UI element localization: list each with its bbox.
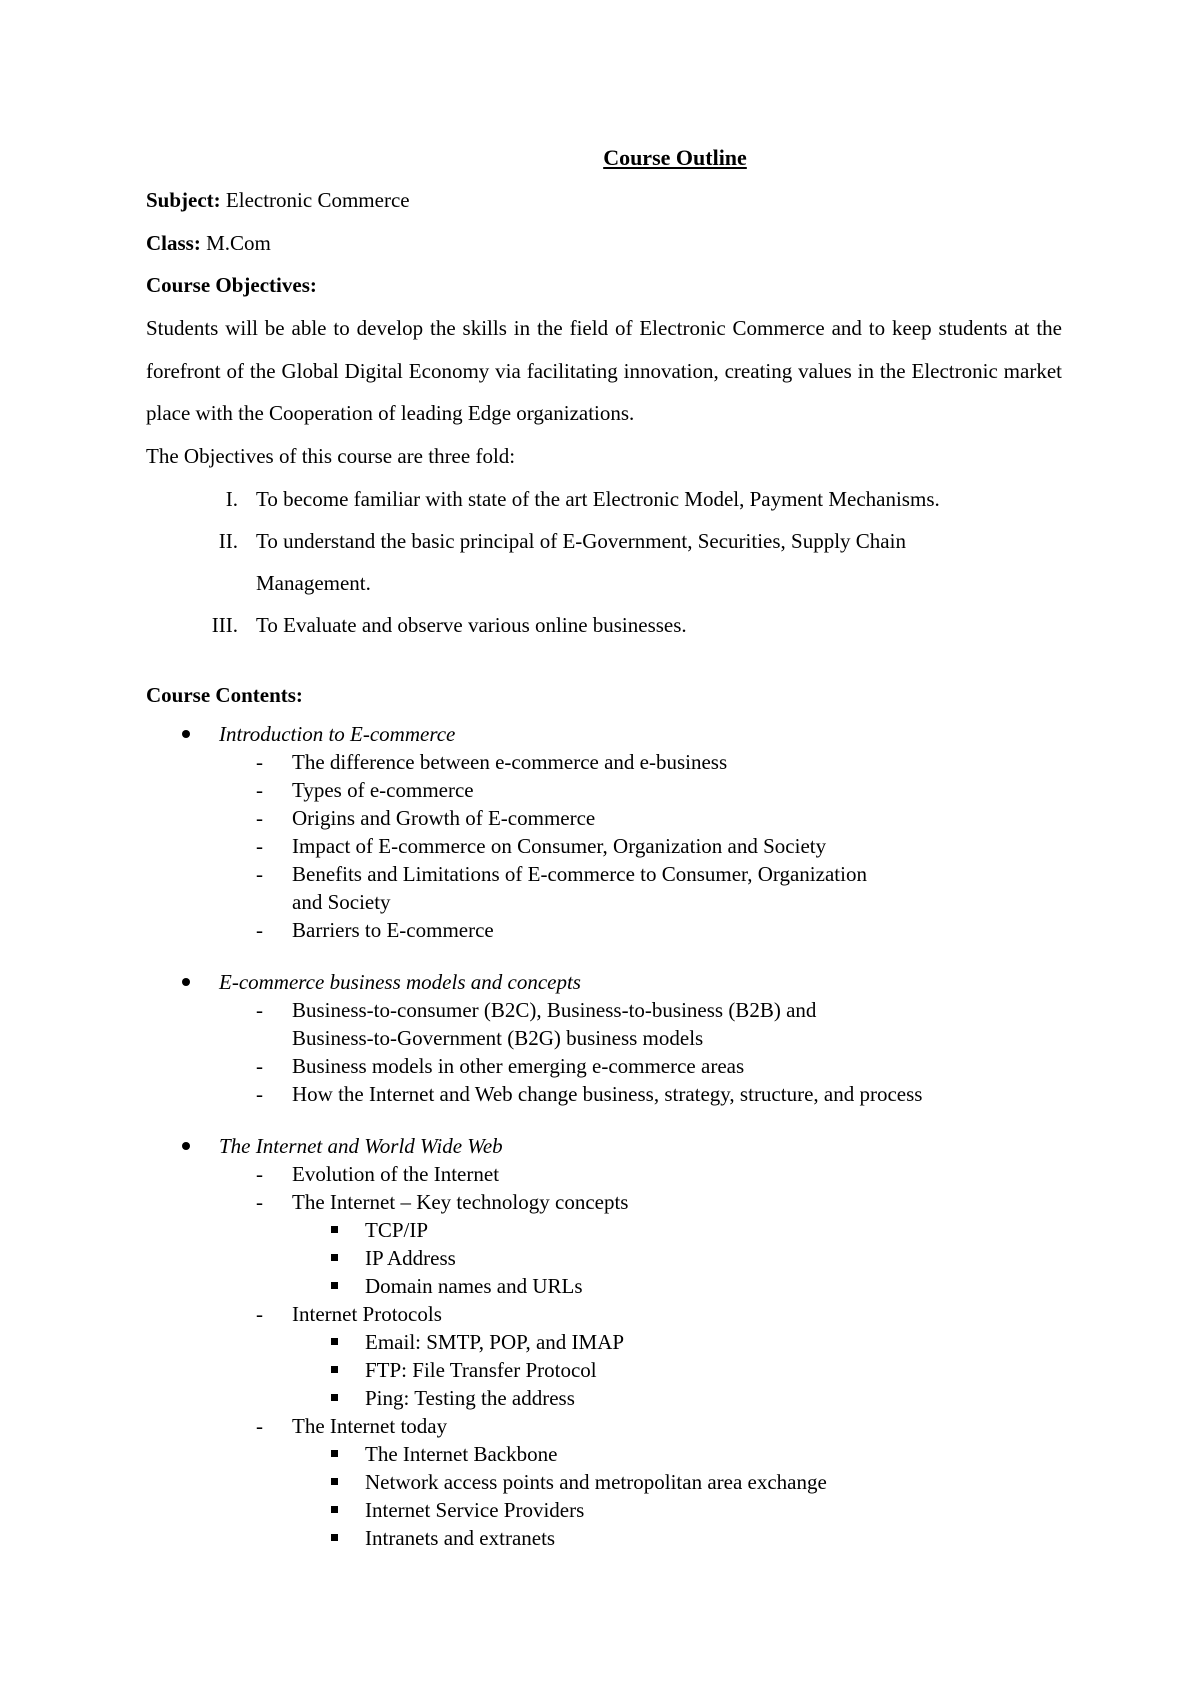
list-item: III. To Evaluate and observe various online businesses. xyxy=(211,613,687,637)
topic-item: The Internet and World Wide Web xyxy=(146,1132,1062,1160)
course-contents xyxy=(146,720,1062,1552)
square-bullet-icon xyxy=(331,1338,338,1345)
subject-value: Electronic Commerce xyxy=(225,188,410,212)
topic-item: E-commerce business models and concepts xyxy=(146,968,1062,996)
square-bullet-icon xyxy=(331,1534,338,1541)
list-item: - Types of e-commerce xyxy=(256,778,474,802)
list-item: Intranets and extranets xyxy=(146,1524,1062,1552)
bullet-icon xyxy=(182,1142,190,1150)
list-item: - Origins and Growth of E-commerce xyxy=(256,806,596,830)
list-item: Email: SMTP, POP, and IMAP xyxy=(146,1328,1062,1356)
list-item: Domain names and URLs xyxy=(146,1272,1062,1300)
objectives-list xyxy=(146,478,1062,646)
list-item: I. To become familiar with state of the art Electronic Model, Payment Mechanisms. xyxy=(225,487,940,511)
class-line xyxy=(146,231,271,256)
bullet-icon xyxy=(182,730,190,738)
list-item: - Business-to-consumer (B2C), Business-to-business (B2B) and Business-to-Government (B2G) business models xyxy=(256,998,817,1050)
list-item: Internet Service Providers xyxy=(146,1496,1062,1524)
square-bullet-icon xyxy=(331,1282,338,1289)
list-item: TCP/IP xyxy=(146,1216,1062,1244)
list-item: - The difference between e-commerce and e-business xyxy=(256,750,728,774)
list-item: IP Address xyxy=(146,1244,1062,1272)
topic-item: Introduction to E-commerce xyxy=(146,720,1062,748)
objectives-paragraph: Students will be able to develop the skills in the field of Electronic Commerce and to keep students at the forefront of the Global Digital Economy via facilitating innovation, creating values in the Electronic market place with the Cooperation of leading Edge organizations. The Objectives of this course are three fold: xyxy=(146,316,1062,468)
square-bullet-icon xyxy=(331,1366,338,1373)
contents-heading: Course Contents: xyxy=(146,683,303,707)
list-item: Network access points and metropolitan area exchange xyxy=(146,1468,1062,1496)
list-item: - Internet Protocols xyxy=(256,1302,442,1326)
subject-label: Subject: xyxy=(146,188,221,212)
list-item: - Benefits and Limitations of E-commerce to Consumer, Organization and Society xyxy=(256,862,867,914)
list-item: - Barriers to E-commerce xyxy=(256,918,494,942)
square-bullet-icon xyxy=(331,1394,338,1401)
square-bullet-icon xyxy=(331,1506,338,1513)
list-item: - Impact of E-commerce on Consumer, Organization and Society xyxy=(256,834,827,858)
subject-line xyxy=(146,188,410,213)
list-item: - The Internet – Key technology concepts xyxy=(256,1190,629,1214)
square-bullet-icon xyxy=(331,1478,338,1485)
list-item: FTP: File Transfer Protocol xyxy=(146,1356,1062,1384)
objectives-heading: Course Objectives: xyxy=(146,273,317,297)
class-label: Class: xyxy=(146,231,201,255)
list-item: The Internet Backbone xyxy=(146,1440,1062,1468)
square-bullet-icon xyxy=(331,1450,338,1457)
list-item: Ping: Testing the address xyxy=(146,1384,1062,1412)
square-bullet-icon xyxy=(331,1254,338,1261)
list-item: - How the Internet and Web change business, strategy, structure, and process xyxy=(256,1082,923,1106)
page-title: Course Outline xyxy=(603,145,747,170)
bullet-icon xyxy=(182,978,190,986)
objectives-intro: The Objectives of this course are three fold: xyxy=(146,443,516,468)
class-value: M.Com xyxy=(206,231,271,255)
list-item: - Business models in other emerging e-commerce areas xyxy=(256,1054,745,1078)
list-item: - Evolution of the Internet xyxy=(256,1162,500,1186)
square-bullet-icon xyxy=(331,1226,338,1233)
list-item: II. To understand the basic principal of E-Government, Securities, Supply Chain Management. xyxy=(218,529,906,595)
list-item: - The Internet today xyxy=(256,1414,448,1438)
